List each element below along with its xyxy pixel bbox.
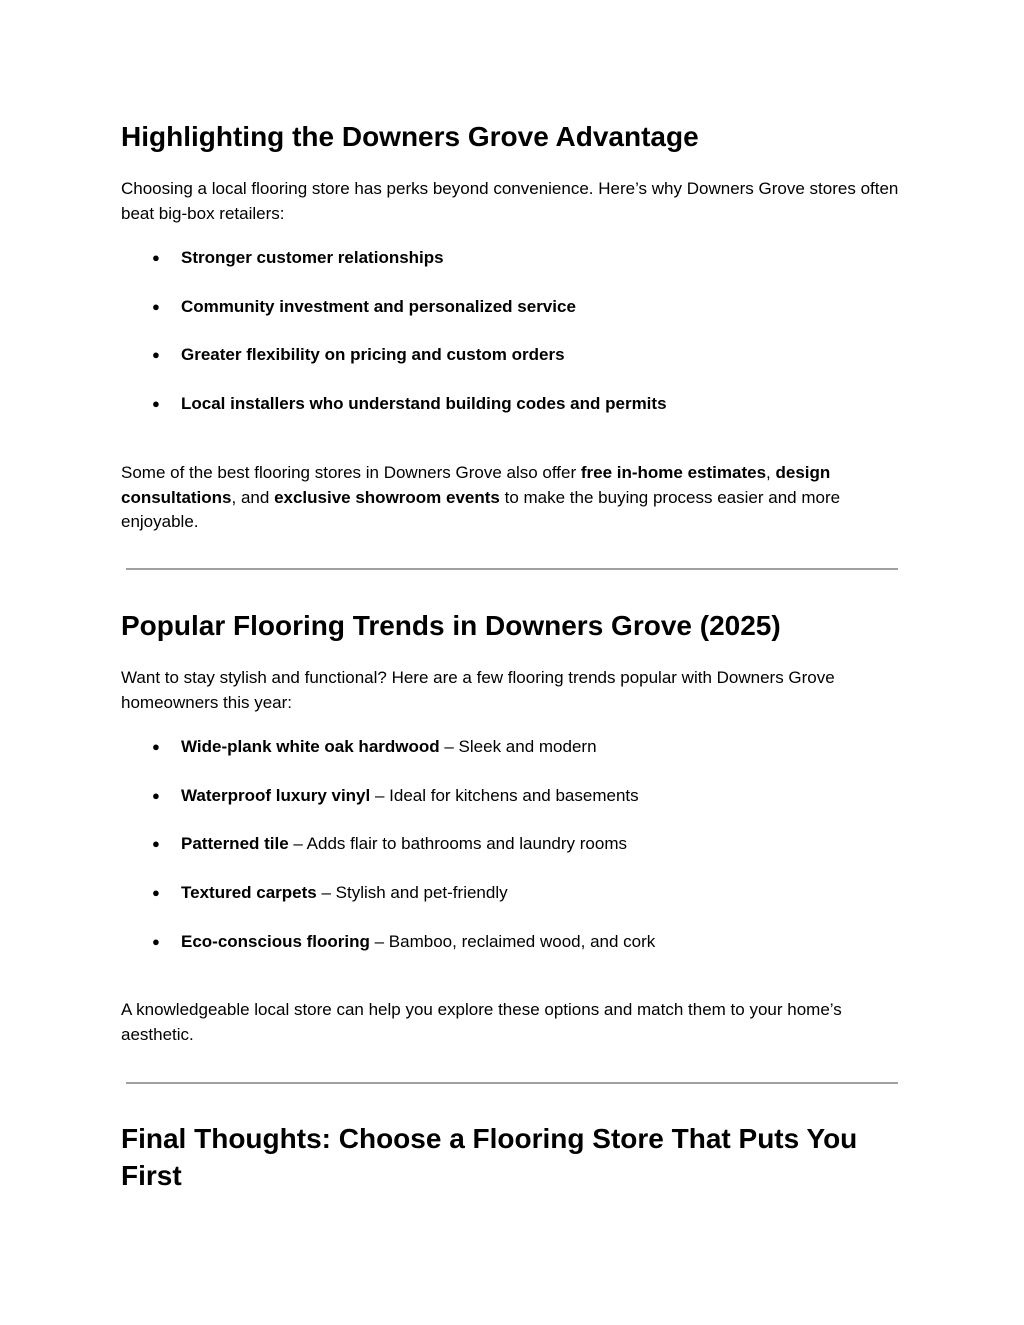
section-divider	[126, 1082, 898, 1084]
list-item: ● Eco-conscious flooring – Bamboo, reclaimed wood, and cork	[152, 931, 656, 951]
list-item: ● Community investment and personalized service	[152, 296, 576, 316]
section-intro: Choosing a local flooring store has perks beyond convenience. Here’s why Downers Grove stores often beat big-box retailers:	[121, 179, 899, 223]
trends-list	[121, 736, 906, 979]
bullet-icon: ●	[152, 787, 160, 803]
emphasis-free-estimates: free in-home estimates	[580, 463, 767, 482]
bullet-icon: ●	[152, 250, 160, 265]
bullet-icon: ●	[152, 836, 160, 852]
bullet-icon: ●	[152, 347, 160, 363]
advantages-list	[121, 247, 906, 442]
list-item: ● Local installers who understand building codes and permits	[152, 394, 667, 414]
section-closing-paragraph: A knowledgeable local store can help you explore these options and match them to your home’s aesthetic.	[121, 1000, 842, 1044]
section-intro: Want to stay stylish and functional? Here are a few flooring trends popular with Downers Grove homeowners this year:	[121, 668, 835, 712]
section-heading-final-thoughts: Final Thoughts: Choose a Flooring Store That Puts You First	[121, 1123, 858, 1191]
bullet-icon: ●	[152, 298, 160, 314]
section-closing-paragraph: Some of the best flooring stores in Downers Grove also offer free in-home estimates, design consultations, and exclusive showroom events to make the buying process easier and more enjoyable.	[121, 463, 841, 531]
list-item: ● Stronger customer relationships	[152, 248, 444, 267]
list-item: ● Greater flexibility on pricing and custom orders	[152, 345, 565, 365]
list-item: ● Waterproof luxury vinyl – Ideal for kitchens and basements	[152, 785, 639, 805]
list-item: ● Textured carpets – Stylish and pet-friendly	[152, 883, 508, 903]
emphasis-showroom-events: exclusive showroom events	[274, 487, 500, 507]
bullet-icon: ●	[152, 396, 160, 412]
section-heading-downers-grove-advantage: Highlighting the Downers Grove Advantage	[121, 121, 699, 152]
bullet-icon: ●	[152, 885, 160, 901]
list-item: ● Wide-plank white oak hardwood – Sleek and modern	[152, 737, 597, 756]
bullet-icon: ●	[152, 739, 160, 754]
emphasis-design-consultations: design consultations	[121, 463, 831, 507]
list-item: ● Patterned tile – Adds flair to bathrooms and laundry rooms	[152, 834, 627, 854]
section-heading-flooring-trends: Popular Flooring Trends in Downers Grove (2025)	[121, 610, 781, 641]
bullet-icon: ●	[152, 933, 160, 949]
section-divider	[126, 568, 898, 570]
